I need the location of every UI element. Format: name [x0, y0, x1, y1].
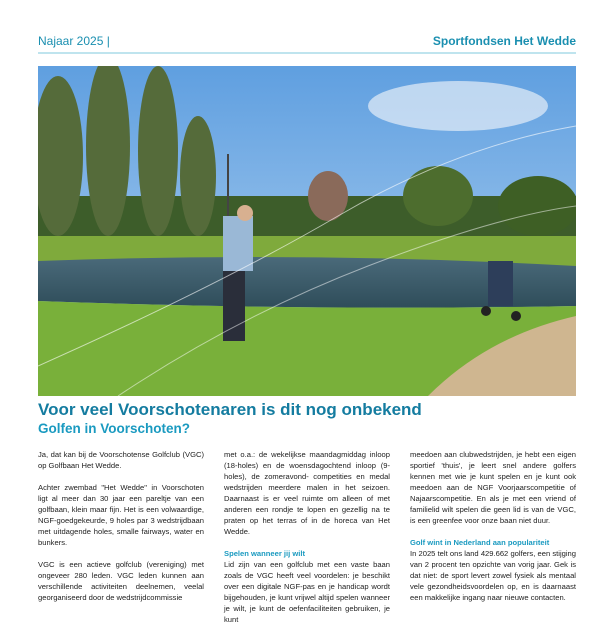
paragraph: met o.a.: de wekelijkse maandagmiddag inloop (18-holes) en de woensdagochtend inloop (9-holes), de zomeravond- competities en medal wedstrijden meerdere malen in het seizoen. Daarnaast is er veel ruimte om alleen of met anderen een rondje te lopen en gezellig na te praten op het terras of in de horeca van Het Wedde.: [224, 450, 390, 536]
paragraph: Achter zwembad "Het Wedde" in Voorschoten ligt al meer dan 30 jaar een pareltje van een golfbaan, klein maar fijn. Het is een volwaardige, NGF-goedgekeurde, 9 holes par 3 wedstrijdbaan met uitdagende holes, smalle fairways, water en bunkers.: [38, 483, 204, 547]
article-column-1: [38, 449, 204, 614]
article-column-2: [224, 449, 390, 636]
paragraph: meedoen aan clubwedstrijden, je hebt een eigen sportief 'thuis', je leert snel andere golfers kennen met wie je kunt spelen en je kunt ook meedoen aan de NGF Voorjaarscompetitie of Najaarscompetitie. En als je met een vriend of familielid wilt spelen die geen lid is van de VGC, is een greenfee voor onze baan niet duur.: [410, 450, 576, 525]
paragraph: VGC is een actieve golfclub (vereniging) met ongeveer 280 leden. VGC leden kunnen aan verschillende activiteiten deelnemen, veelal georganiseerd door de wedstrijdcommissie: [38, 560, 204, 602]
article-title: Voor veel Voorschotenaren is dit nog onbekend: [38, 400, 422, 419]
paragraph: In 2025 telt ons land 429.662 golfers, een stijging van 2 procent ten opzichte van vorig jaar. Gek is dat niet: de sport levert zowel fysiek als mentaal vele gezondheidsvoordelen op, en is daarnaast een makkelijke ingang naar nieuwe contacten.: [410, 549, 576, 602]
paragraph: Ja, dat kan bij de Voorschotense Golfclub (VGC) op Golfbaan Het Wedde.: [38, 450, 204, 470]
issue-label: Najaar 2025 |: [38, 34, 110, 48]
paragraph: Lid zijn van een golfclub met een vaste baan zoals de VGC heeft veel voordelen: je beschikt over een digitale NGF-pas en je handicap wordt bijgehouden, je kunt vrijwel altijd spelen wanneer je wilt, je kunt de oefenfaciliteiten gebruiken, je kunt: [224, 560, 390, 624]
publication-name: Sportfondsen Het Wedde: [432, 34, 576, 48]
article-column-3: [410, 449, 576, 614]
article-subtitle: Golfen in Voorschoten?: [38, 421, 191, 436]
golf-course-photo: [38, 66, 576, 396]
header-divider: [38, 52, 576, 54]
section-heading: Golf wint in Nederland aan populariteit: [410, 538, 550, 547]
section-heading: Spelen wanneer jij wilt: [224, 549, 306, 558]
